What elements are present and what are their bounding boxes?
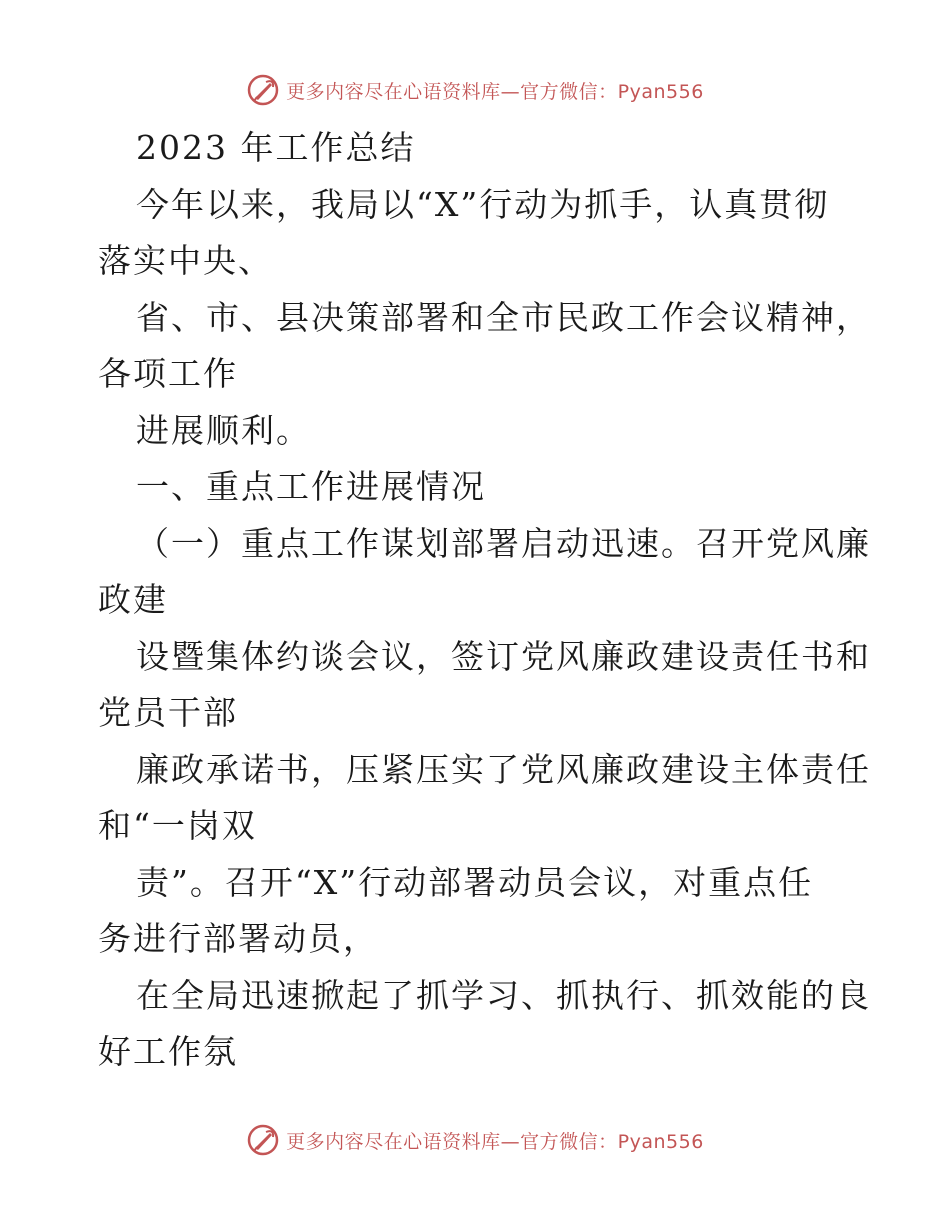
text-line: 一、重点工作进展情况 <box>136 467 486 506</box>
footer-watermark <box>0 1120 950 1160</box>
text-line: 好工作氛 <box>98 1032 238 1071</box>
text-line: 落实中央、 <box>98 241 273 280</box>
text-line: （一）重点工作谋划部署启动迅速。召开党风廉 <box>136 523 871 563</box>
text-line: 各项工作 <box>98 354 238 393</box>
text-line: 和“一岗双 <box>98 806 257 845</box>
text-line: 务进行部署动员， <box>98 919 378 958</box>
quill-logo-icon <box>246 73 280 107</box>
text-line: 廉政承诺书，压紧压实了党风廉政建设主体责任 <box>136 749 871 789</box>
document-body <box>98 120 871 1081</box>
text-line: 2023 年工作总结 <box>136 128 416 167</box>
text-line: 政建 <box>98 580 168 619</box>
quill-logo-icon <box>246 1123 280 1157</box>
text-line: 设暨集体约谈会议，签订党风廉政建设责任书和 <box>136 636 871 676</box>
text-line: 责”。召开“X”行动部署动员会议，对重点任 <box>136 862 814 902</box>
watermark-text: 更多内容尽在心语资料库—官方微信：Pyan556 <box>286 80 704 103</box>
text-line: 进展顺利。 <box>136 410 311 450</box>
text-line: 今年以来，我局以“X”行动为抓手，认真贯彻 <box>136 184 830 224</box>
text-line: 在全局迅速掀起了抓学习、抓执行、抓效能的良 <box>136 975 871 1015</box>
header-watermark <box>0 70 950 110</box>
watermark-text: 更多内容尽在心语资料库—官方微信：Pyan556 <box>286 1130 704 1153</box>
text-line: 省、市、县决策部署和全市民政工作会议精神， <box>136 297 871 337</box>
text-line: 党员干部 <box>98 693 238 732</box>
